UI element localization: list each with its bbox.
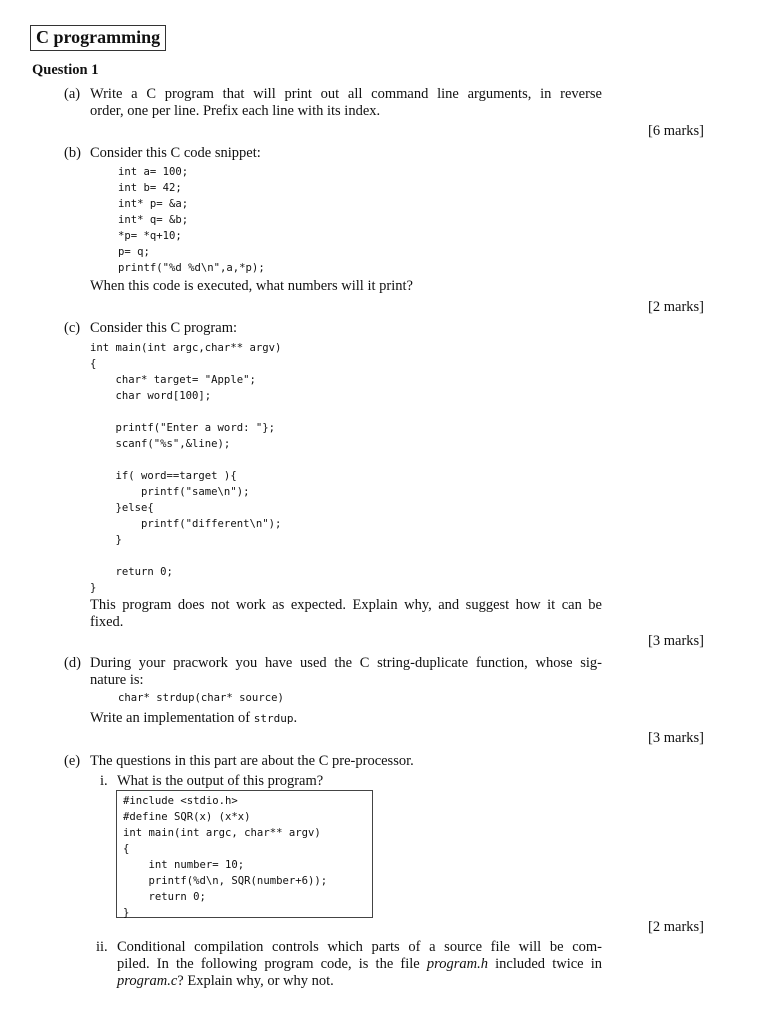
- part-b-marks: [2 marks]: [648, 299, 704, 315]
- part-e-ii-label: ii.: [96, 939, 108, 955]
- part-b-intro: Consider this C code snippet:: [90, 145, 261, 161]
- part-b-label: (b): [64, 145, 81, 161]
- part-e-ii-line2-suffix: included twice in: [487, 956, 603, 972]
- part-b-code: int a= 100; int b= 42; int* p= &a; int* q= &b; *p= *q+10; p= q; printf("%d %d\n",a,*p);: [118, 166, 265, 274]
- part-a-line2: order, one per line. Prefix each line with its index.: [90, 103, 381, 119]
- part-d-question-prefix: Write an implementation of: [90, 710, 254, 726]
- part-e-ii-file2: program.c: [117, 973, 178, 989]
- part-d-question: [90, 710, 297, 727]
- part-b-question: When this code is executed, what numbers will it print?: [90, 278, 413, 294]
- part-e-intro: The questions in this part are about the C pre-processor.: [90, 753, 414, 769]
- part-a-label: (a): [64, 86, 81, 102]
- part-e-i-question: What is the output of this program?: [117, 773, 324, 789]
- part-e-i-code: #include <stdio.h> #define SQR(x) (x*x) int main(int argc, char** argv) { int number= 10; printf(%d\n, SQR(number+6)); return 0; }: [123, 795, 328, 919]
- part-c-label: (c): [64, 320, 81, 336]
- page-title: C programming: [30, 25, 166, 51]
- part-d-code: char* strdup(char* source): [118, 692, 284, 704]
- part-e-ii-line3: [117, 973, 602, 990]
- part-d-question-code: strdup: [253, 712, 294, 725]
- part-e-i-marks: [2 marks]: [648, 919, 704, 935]
- part-e-ii-line2-prefix: piled. In the following program code, is the file: [117, 956, 427, 972]
- part-a-text: [90, 86, 602, 120]
- part-c-question: [90, 597, 602, 631]
- part-e-ii-line2: [117, 956, 602, 973]
- part-c-question-line2: fixed.: [90, 614, 124, 630]
- part-e-label: (e): [64, 753, 81, 769]
- part-e-ii-text: [117, 939, 602, 990]
- part-c-question-line1: This program does not work as expected. Explain why, and suggest how it can be: [90, 597, 602, 613]
- part-c-intro: Consider this C program:: [90, 320, 238, 336]
- part-c-marks: [3 marks]: [648, 633, 704, 649]
- part-d-line1: During your pracwork you have used the C string-duplicate function, whose sig-: [90, 655, 602, 671]
- part-e-i-code-box: [116, 790, 373, 918]
- part-d-line2: nature is:: [90, 672, 144, 688]
- part-a-line1: Write a C program that will print out all command line arguments, in reverse: [90, 86, 602, 102]
- part-d-label: (d): [64, 655, 81, 671]
- part-e-ii-file1: program.h: [426, 956, 488, 972]
- part-d-marks: [3 marks]: [648, 730, 704, 746]
- part-a-marks: [6 marks]: [648, 123, 704, 139]
- question-heading: Question 1: [32, 62, 99, 78]
- part-e-ii-line3-suffix: ? Explain why, or why not.: [177, 973, 334, 989]
- part-d-question-suffix: .: [293, 710, 298, 726]
- part-e-i-label: i.: [100, 773, 108, 789]
- part-e-ii-line1: Conditional compilation controls which parts of a source file will be com-: [117, 939, 602, 955]
- part-d-text: [90, 655, 602, 689]
- part-c-code: int main(int argc,char** argv) { char* target= "Apple"; char word[100]; printf("Enter a word: "}; scanf("%s",&line); if( word==target ){ printf("same\n"); }else{ printf("different\n"); } return 0; }: [90, 342, 282, 594]
